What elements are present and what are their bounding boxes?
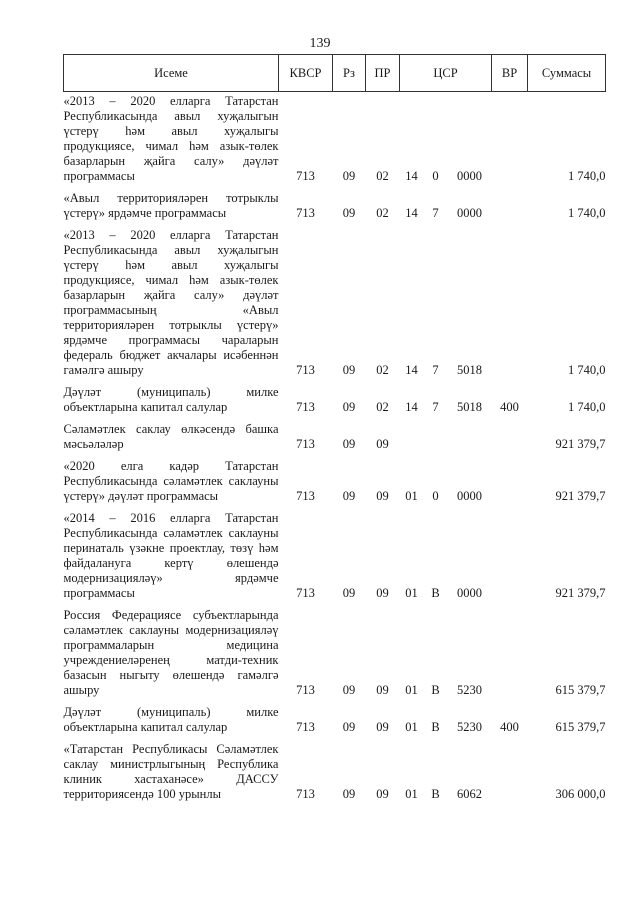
row-pr: 09 [376,586,389,600]
header-sum: Суммасы [528,55,606,92]
table-header-row [64,55,606,92]
row-sum: 1 740,0 [568,400,606,414]
table-body [64,92,606,808]
row-sum: 615 379,7 [555,720,606,734]
row-name: Дәүләт (муниципаль) милке объектларына капитал салулар [63,385,279,414]
row-kvsr: 713 [296,363,315,377]
budget-table [63,54,606,807]
row-rz: 09 [342,206,356,220]
row-vr [492,189,528,226]
row-rz: 09 [342,683,356,697]
row-kvsr: 713 [296,683,315,697]
table-row [64,92,606,190]
header-name: Исеме [64,55,279,92]
header-pr: ПР [366,55,400,92]
row-vr: 400 [500,400,519,414]
row-csr-subprogram [424,420,448,457]
row-pr: 02 [376,400,389,414]
row-csr-subprogram: 0 [432,169,439,183]
row-rz: 09 [342,787,356,801]
row-name: «2014 – 2016 елларга Татарстан Республикасында сәламәтлек саклауны перинаталь үзәкне проектлау, төзү һәм файдалануга кертү өлешендә модернизацияләү» ярдәмче программасы [63,511,279,600]
row-csr-direction [448,420,492,457]
row-sum: 1 740,0 [568,206,606,220]
table-row [64,383,606,420]
table-row [64,606,606,703]
header-csr: ЦСР [400,55,492,92]
row-vr: 400 [500,720,519,734]
table-row [64,189,606,226]
row-name: Сәламәтлек саклау өлкәсендә башка мәсьәләләр [63,422,279,451]
row-pr: 02 [376,363,389,377]
row-csr-direction: 0000 [457,169,482,183]
row-csr-program: 01 [405,683,418,697]
table-row [64,457,606,509]
row-csr-subprogram: В [431,586,440,600]
row-kvsr: 713 [296,169,315,183]
row-rz: 09 [342,720,356,734]
row-kvsr: 713 [296,720,315,734]
row-csr-program: 01 [405,586,418,600]
row-sum: 921 379,7 [555,437,606,451]
row-csr-program: 01 [405,787,418,801]
row-csr-subprogram: 7 [432,400,439,414]
row-csr-direction: 5018 [457,400,482,414]
row-vr [492,92,528,190]
row-sum: 615 379,7 [555,683,606,697]
row-pr: 09 [376,683,389,697]
page-number: 139 [309,36,331,51]
row-kvsr: 713 [296,206,315,220]
row-rz: 09 [342,400,356,414]
row-pr: 09 [376,437,389,451]
table-row [64,226,606,383]
row-csr-direction: 5018 [457,363,482,377]
table-row [64,703,606,740]
row-sum: 921 379,7 [555,489,606,503]
row-csr-direction: 6062 [457,787,482,801]
header-vr: ВР [492,55,528,92]
row-rz: 09 [342,489,356,503]
row-vr [492,420,528,457]
row-csr-subprogram: В [431,787,440,801]
row-name: «Авыл территорияләрен тотрыклы үстерү» ярдәмче программасы [63,191,279,220]
row-rz: 09 [342,363,356,377]
row-csr-direction: 5230 [457,683,482,697]
row-sum: 306 000,0 [555,787,606,801]
row-csr-program: 14 [405,363,418,377]
row-csr-direction: 0000 [457,489,482,503]
row-kvsr: 713 [296,400,315,414]
row-csr-direction: 5230 [457,720,482,734]
row-vr [492,740,528,807]
row-kvsr: 713 [296,586,315,600]
row-csr-program [400,420,424,457]
row-sum: 1 740,0 [568,363,606,377]
table-row [64,420,606,457]
row-name: «2020 елга кадәр Татарстан Республикасында сәламәтлек саклауны үстерү» дәүләт программасы [63,459,279,503]
row-csr-subprogram: 0 [432,489,439,503]
row-kvsr: 713 [296,437,315,451]
header-kvsr: КВСР [279,55,333,92]
table-row [64,509,606,606]
row-csr-direction: 0000 [457,206,482,220]
row-name: Россия Федерациясе субъектларында сәламәтлек саклауны модернизацияләү программаларын медицина учреждениеләренең матди-техник базасын ныгыту өлешендә гамәлгә ашыру [63,608,279,697]
row-kvsr: 713 [296,787,315,801]
row-csr-subprogram: 7 [432,206,439,220]
row-vr [492,226,528,383]
row-rz: 09 [342,437,356,451]
row-name: Дәүләт (муниципаль) милке объектларына капитал салулар [63,705,279,734]
row-csr-program: 01 [405,489,418,503]
row-csr-subprogram: В [431,720,440,734]
row-rz: 09 [342,586,356,600]
row-name: «2013 – 2020 елларга Татарстан Республикасында авыл хуҗалыгын үстерү һәм авыл хуҗалыгы продукциясе, чимал һәм азык-төлек базарларын җайга салу» дәүләт программасы [63,94,279,183]
row-csr-program: 14 [405,169,418,183]
row-csr-program: 01 [405,720,418,734]
row-vr [492,606,528,703]
row-csr-program: 14 [405,206,418,220]
row-csr-direction: 0000 [457,586,482,600]
row-sum: 1 740,0 [568,169,606,183]
row-sum: 921 379,7 [555,586,606,600]
row-csr-program: 14 [405,400,418,414]
header-rz: Рз [333,55,366,92]
row-name: «Татарстан Республикасы Сәламәтлек саклау министрлыгының Республика клиник хастаханәсе» ДАССУ территориясендә 100 урынлы [63,742,279,801]
row-name: «2013 – 2020 елларга Татарстан Республикасында авыл хуҗалыгын үстерү һәм авыл хуҗалыгы продукциясе, чимал һәм азык-төлек базарларын җайга салу» дәүләт программасының «Авыл территорияләрен тотрыклы үстерү» ярдәмче программасы чараларын федераль бюджет акчалары исәбеннән гамәлгә ашыру [63,228,279,377]
row-pr: 09 [376,787,389,801]
row-pr: 09 [376,720,389,734]
table-row [64,740,606,807]
row-rz: 09 [342,169,356,183]
row-pr: 09 [376,489,389,503]
row-pr: 02 [376,169,389,183]
row-vr [492,509,528,606]
row-csr-subprogram: В [431,683,440,697]
row-csr-subprogram: 7 [432,363,439,377]
row-kvsr: 713 [296,489,315,503]
row-pr: 02 [376,206,389,220]
row-vr [492,457,528,509]
